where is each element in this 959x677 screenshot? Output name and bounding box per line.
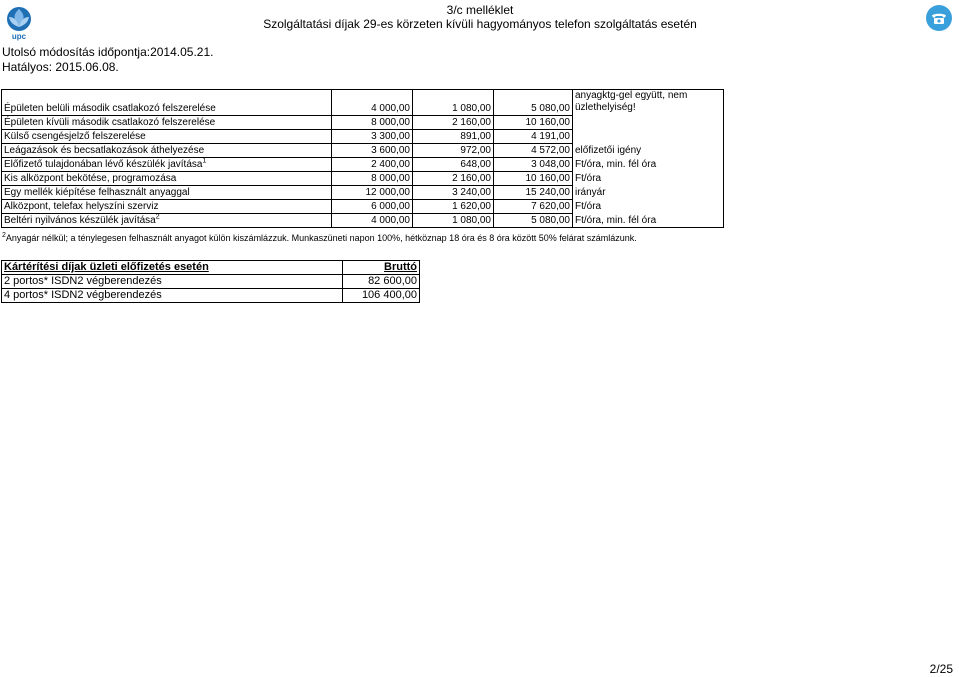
footnote-marker: 1 <box>202 157 207 165</box>
device-name: 4 portos* ISDN2 végberendezés <box>2 289 343 303</box>
gross-price: 15 240,00 <box>494 186 573 200</box>
vat-amount: 1 080,00 <box>413 214 494 228</box>
table-row <box>2 116 724 130</box>
last-modified: Utolsó módosítás időpontja:2014.05.21. <box>2 45 214 59</box>
table-row <box>2 289 420 303</box>
effective-date: Hatályos: 2015.06.08. <box>2 60 119 74</box>
net-price: 4 000,00 <box>332 90 413 116</box>
price-note: Ft/óra <box>573 200 724 214</box>
vat-amount: 648,00 <box>413 158 494 172</box>
damage-fee: 82 600,00 <box>343 275 420 289</box>
price-note: anyagktg-gel együtt, nem üzlethelyiség! <box>573 90 724 116</box>
service-name: Épületen belüli második csatlakozó felszerelése <box>2 90 332 116</box>
vat-amount: 891,00 <box>413 130 494 144</box>
vat-amount: 2 160,00 <box>413 116 494 130</box>
net-price: 8 000,00 <box>332 116 413 130</box>
net-price: 8 000,00 <box>332 172 413 186</box>
table-row <box>2 144 724 158</box>
gross-price: 7 620,00 <box>494 200 573 214</box>
page-number: 2/25 <box>929 662 953 676</box>
footnote-text: Anyagár nélkül; a ténylegesen felhasznált anyagot külön kiszámlázzuk. Munkaszüneti napon 100%, hétköznap 18 óra és 8 óra között 50% felárat számlázunk. <box>5 233 637 243</box>
gross-price: 5 080,00 <box>494 214 573 228</box>
vat-amount: 972,00 <box>413 144 494 158</box>
table-row <box>2 130 724 144</box>
table-row <box>2 158 724 172</box>
device-name: 2 portos* ISDN2 végberendezés <box>2 275 343 289</box>
gross-price: 5 080,00 <box>494 90 573 116</box>
net-price: 12 000,00 <box>332 186 413 200</box>
service-name: Épületen kívüli második csatlakozó felszerelése <box>2 116 332 130</box>
table-row <box>2 186 724 200</box>
footnote-marker: 2 <box>2 232 6 239</box>
price-note <box>573 130 724 144</box>
price-note: Ft/óra, min. fél óra <box>573 214 724 228</box>
service-name: Előfizető tulajdonában lévő készülék javítása$^1$ <box>2 158 332 172</box>
column-header-gross: Bruttó <box>343 261 420 275</box>
table-row <box>2 90 724 116</box>
service-name: Külső csengésjelző felszerelése <box>2 130 332 144</box>
damage-fee: 106 400,00 <box>343 289 420 303</box>
net-price: 4 000,00 <box>332 214 413 228</box>
table-row <box>2 200 724 214</box>
price-note <box>573 116 724 130</box>
price-note: irányár <box>573 186 724 200</box>
page-subtitle: Szolgáltatási díjak 29-es körzeten kívüli hagyományos telefon szolgáltatás esetén <box>263 17 697 31</box>
net-price: 6 000,00 <box>332 200 413 214</box>
table-header-row <box>2 261 420 275</box>
service-name: Egy mellék kiépítése felhasznált anyaggal <box>2 186 332 200</box>
gross-price: 4 191,00 <box>494 130 573 144</box>
footnote <box>2 233 637 243</box>
price-note: Ft/óra <box>573 172 724 186</box>
logo-text: upc <box>11 32 27 41</box>
net-price: 3 300,00 <box>332 130 413 144</box>
vat-amount: 3 240,00 <box>413 186 494 200</box>
net-price: 3 600,00 <box>332 144 413 158</box>
table-row <box>2 214 724 228</box>
gross-price: 10 160,00 <box>494 116 573 130</box>
price-note: előfizetői igény <box>573 144 724 158</box>
column-header-name: Kártérítési díjak üzleti előfizetés esetén <box>2 261 343 275</box>
phone-icon[interactable] <box>925 4 953 32</box>
price-table <box>1 89 724 228</box>
damage-fee-table <box>1 260 420 303</box>
vat-amount: 1 620,00 <box>413 200 494 214</box>
gross-price: 10 160,00 <box>494 172 573 186</box>
gross-price: 3 048,00 <box>494 158 573 172</box>
gross-price: 4 572,00 <box>494 144 573 158</box>
annex-title: 3/c melléklet <box>446 3 514 17</box>
vat-amount: 2 160,00 <box>413 172 494 186</box>
footnote-marker: 2 <box>155 213 160 221</box>
service-name: Leágazások és becsatlakozások áthelyezése <box>2 144 332 158</box>
service-name: Alközpont, telefax helyszíni szerviz <box>2 200 332 214</box>
vat-amount: 1 080,00 <box>413 90 494 116</box>
net-price: 2 400,00 <box>332 158 413 172</box>
table-row <box>2 275 420 289</box>
service-name: Beltéri nyilvános készülék javítása$^2$ <box>2 214 332 228</box>
price-note: Ft/óra, min. fél óra <box>573 158 724 172</box>
table-row <box>2 172 724 186</box>
service-name: Kis alközpont bekötése, programozása <box>2 172 332 186</box>
